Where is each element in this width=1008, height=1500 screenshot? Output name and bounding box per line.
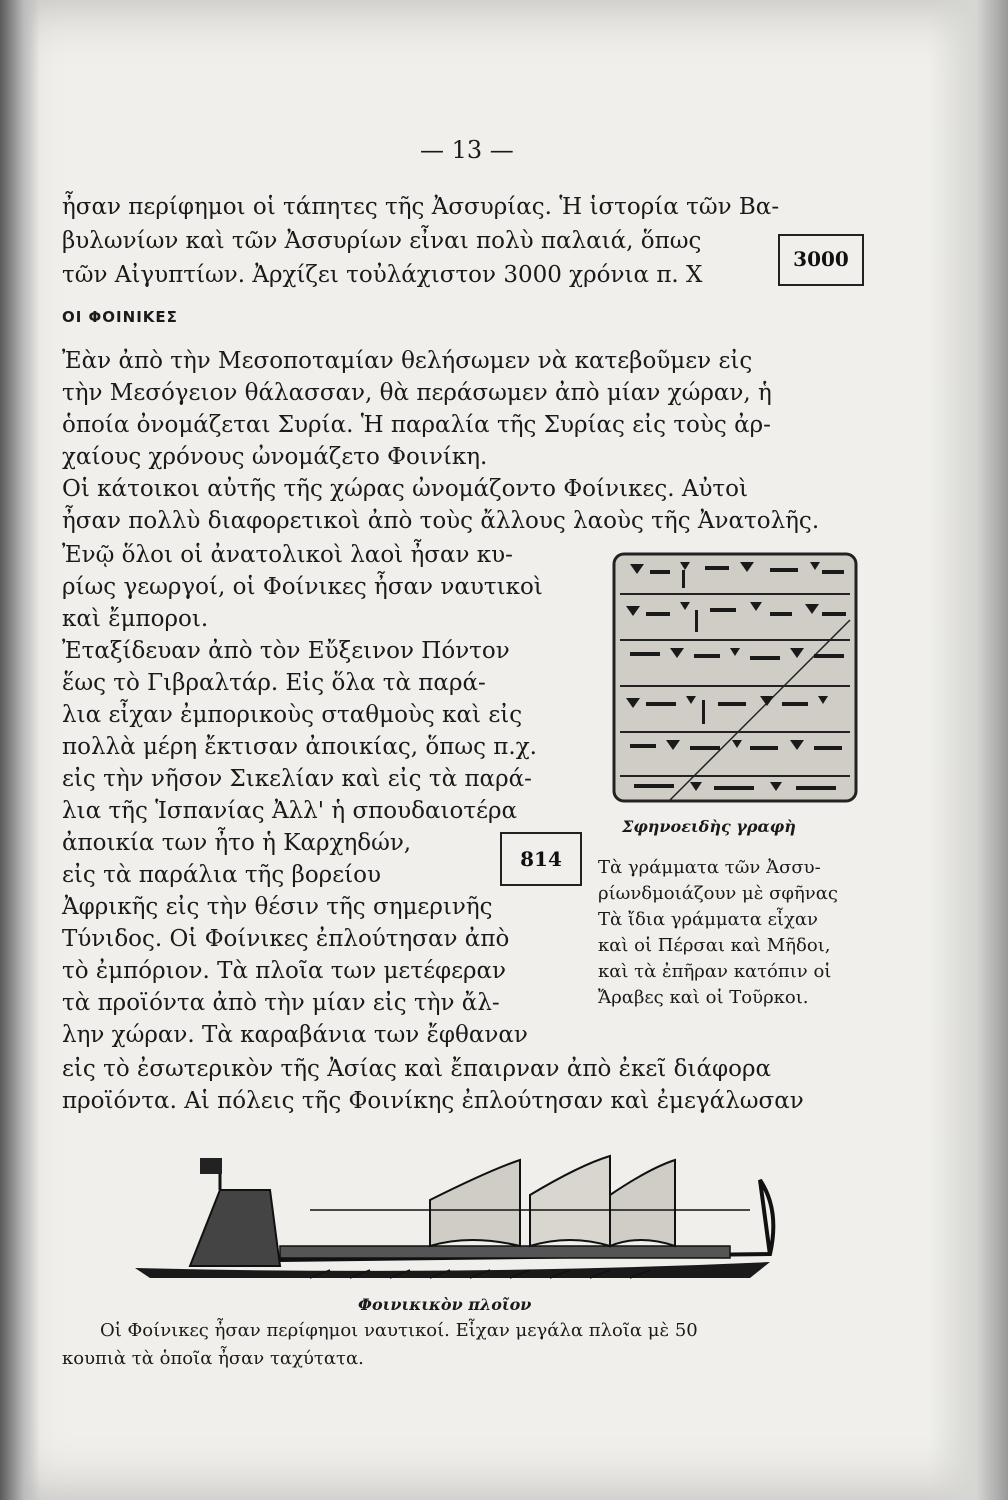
- page-fold-shadow: [0, 0, 40, 1500]
- text-line: λια εἶχαν ἐμπορικοὺς σταθμοὺς καὶ εἰς: [62, 702, 523, 728]
- side-note-line: Τὰ γράμματα τῶν Ἀσσυ-: [598, 857, 821, 878]
- section-heading: ΟΙ ΦΟΙΝΙΚΕΣ: [62, 308, 178, 326]
- side-note-line: καὶ οἱ Πέρσαι καὶ Μῆδοι,: [598, 935, 831, 956]
- side-note-line: ρίωνδμοιάζουν μὲ σφῆνας: [598, 883, 838, 904]
- text-line: βυλωνίων καὶ τῶν Ἀσσυρίων εἶναι πολὺ παλαιά, ὅπως: [62, 228, 702, 254]
- text-line: Τύνιδος. Οἱ Φοίνικες ἐπλούτησαν ἀπὸ: [62, 926, 510, 952]
- text-line: ρίως γεωργοί, οἱ Φοίνικες ἦσαν ναυτικοὶ: [62, 574, 543, 600]
- text-line: πολλὰ μέρη ἔκτισαν ἀποικίας, ὅπως π.χ.: [62, 734, 537, 760]
- side-note-line: Ἄραβες καὶ οἱ Τοῦρκοι.: [598, 987, 809, 1008]
- page-edge: [928, 0, 1008, 1500]
- text-line: ὁποία ὀνομάζεται Συρία. Ἡ παραλία τῆς Συρίας εἰς τοὺς ἀρ-: [62, 412, 771, 438]
- text-line: καὶ ἔμποροι.: [62, 606, 209, 632]
- text-line: τὴν Μεσόγειον θάλασσαν, θὰ περάσωμεν ἀπὸ μίαν χώραν, ἡ: [62, 380, 772, 406]
- text-line: τὰ προϊόντα ἀπὸ τὴν μίαν εἰς τὴν ἄλ-: [62, 990, 500, 1016]
- text-line: λια τῆς Ἱσπανίας Ἀλλ' ἡ σπουδαιοτέρα: [62, 798, 518, 824]
- text-line: ἦσαν πολλὺ διαφορετικοὶ ἀπὸ τοὺς ἄλλους λαοὺς τῆς Ἀνατολῆς.: [62, 508, 820, 534]
- tablet-caption: Σφηνοειδὴς γραφὴ: [622, 817, 796, 836]
- text-line: τὸ ἐμπόριον. Τὰ πλοῖα των μετέφεραν: [62, 958, 507, 984]
- text-line: εἰς τὰ παράλια τῆς βορείου: [62, 862, 381, 888]
- text-line: Ἐνῷ ὅλοι οἱ ἀνατολικοὶ λαοὶ ἦσαν κυ-: [62, 542, 513, 568]
- text-line: λην χώραν. Τὰ καραβάνια των ἔφθαναν: [62, 1022, 528, 1048]
- text-line: ἦσαν περίφημοι οἱ τάπητες τῆς Ἀσσυρίας. Ἡ ἱστορία τῶν Βα-: [62, 194, 780, 220]
- bottom-line: κουπιὰ τὰ ὁποῖα ἦσαν ταχύτατα.: [62, 1348, 364, 1369]
- cuneiform-tablet-image: [610, 550, 860, 805]
- text-line: χαίους χρόνους ὠνομάζετο Φοινίκη.: [62, 444, 488, 470]
- phoenician-ship-image: [130, 1150, 790, 1280]
- text-line: ἕως τὸ Γιβραλτάρ. Εἰς ὅλα τὰ παρά-: [62, 670, 486, 696]
- side-note-line: καὶ τὰ ἐπῆραν κατόπιν οἱ: [598, 961, 832, 982]
- text-line: τῶν Αἰγυπτίων. Ἀρχίζει τοὐλάχιστον 3000 χρόνια π. Χ: [62, 262, 703, 288]
- date-box: 3000: [778, 234, 864, 286]
- side-note-line: Τὰ ἴδια γράμματα εἶχαν: [598, 909, 818, 930]
- text-line: Ἐταξίδευαν ἀπὸ τὸν Εὔξεινον Πόντον: [62, 638, 510, 664]
- ship-caption: Φοινικικὸν πλοῖον: [358, 1295, 532, 1314]
- text-line: ἀποικία των ἦτο ἡ Καρχηδών,: [62, 830, 412, 856]
- text-line: εἰς τὸ ἐσωτερικὸν τῆς Ἀσίας καὶ ἔπαιρναν ἀπὸ ἐκεῖ διάφορα: [62, 1056, 771, 1082]
- page-number: — 13 —: [420, 136, 514, 164]
- text-line: Ἐὰν ἀπὸ τὴν Μεσοποταμίαν θελήσωμεν νὰ κατεβοῦμεν εἰς: [62, 348, 753, 374]
- bottom-line: Οἱ Φοίνικες ἦσαν περίφημοι ναυτικοί. Εἶχαν μεγάλα πλοῖα μὲ 50: [100, 1320, 698, 1341]
- text-line: εἰς τὴν νῆσον Σικελίαν καὶ εἰς τὰ παρά-: [62, 766, 532, 792]
- text-line: Ἀφρικῆς εἰς τὴν θέσιν τῆς σημερινῆς: [62, 894, 493, 920]
- date-box: 814: [500, 832, 582, 886]
- text-line: Οἱ κάτοικοι αὐτῆς τῆς χώρας ὠνομάζοντο Φοίνικες. Αὐτοὶ: [62, 476, 749, 502]
- text-line: προϊόντα. Αἱ πόλεις τῆς Φοινίκης ἐπλούτησαν καὶ ἐμεγάλωσαν: [62, 1088, 804, 1114]
